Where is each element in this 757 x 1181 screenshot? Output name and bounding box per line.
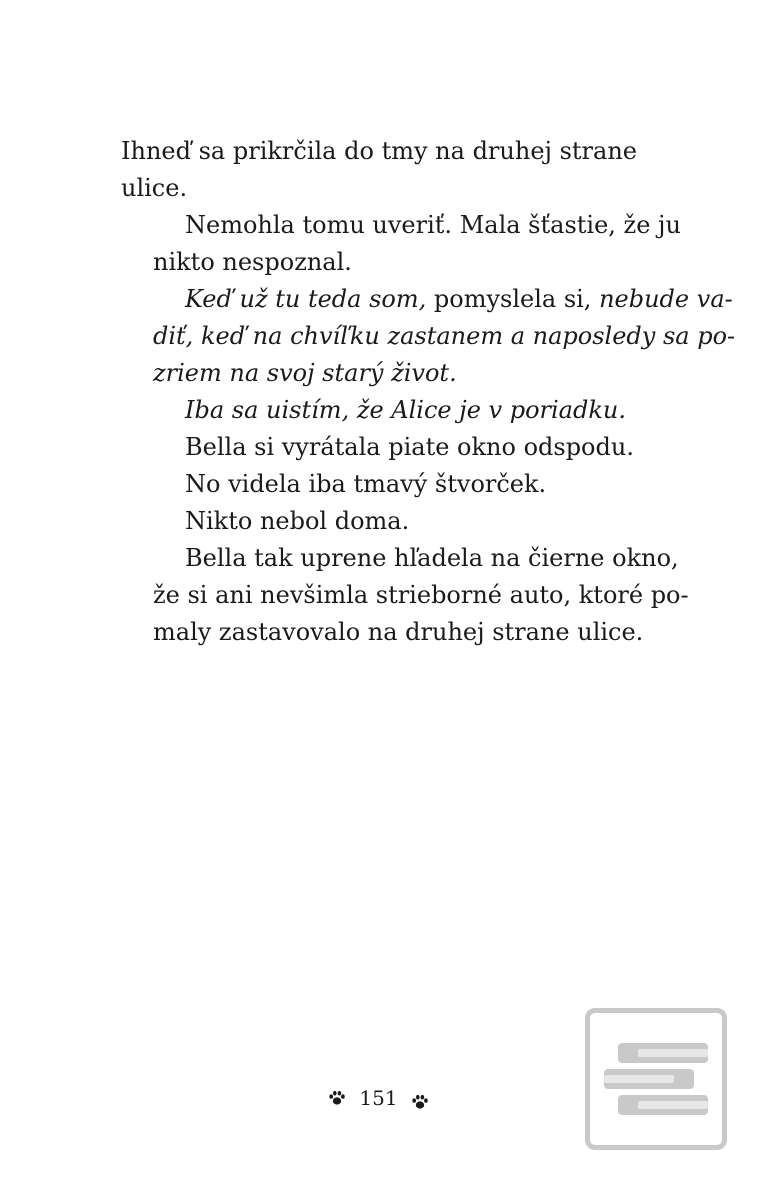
italic-thought: Iba sa uistím, že Alice je v poriadku. — [185, 396, 626, 424]
paragraph-1 — [121, 133, 637, 207]
paragraph-2 — [121, 207, 681, 281]
italic-thought: nebude va- — [599, 285, 733, 313]
paw-print-icon — [327, 1088, 347, 1108]
text-line: ulice. — [121, 174, 188, 202]
italic-thought: diť, keď na chvíľku zastanem a naposledy sa po- — [153, 322, 736, 350]
text-line: Bella tak uprene hľadela na čierne okno, — [185, 544, 679, 572]
narration: pomyslela si, — [426, 285, 600, 313]
text-line: No videla iba tmavý štvorček. — [185, 470, 547, 498]
text-line: Nikto nebol doma. — [185, 507, 410, 535]
text-line: maly zastavovalo na druhej strane ulice. — [153, 618, 644, 646]
text-line: nikto nespoznal. — [153, 248, 352, 276]
body-text — [121, 133, 736, 651]
text-line — [121, 281, 733, 318]
paragraph-3 — [121, 281, 736, 392]
paragraph-8 — [121, 540, 689, 651]
text-line: Ihneď sa prikrčila do tmy na druhej strane — [121, 137, 637, 165]
italic-thought: Keď už tu teda som, — [185, 285, 427, 313]
paragraph-4 — [121, 392, 637, 429]
watermark-logo — [585, 1008, 727, 1150]
text-line: že si ani nevšimla strieborné auto, ktoré po- — [153, 581, 689, 609]
stacked-books-logo-icon — [590, 1013, 722, 1145]
page-number: 151 — [359, 1086, 398, 1110]
text-line: Nemohla tomu uveriť. Mala šťastie, že ju — [185, 211, 681, 239]
text-line: Bella si vyrátala piate okno odspodu. — [185, 433, 634, 461]
paragraph-7 — [121, 503, 637, 540]
paragraph-5 — [121, 429, 637, 466]
text-line — [121, 355, 637, 392]
text-line — [121, 318, 736, 355]
paragraph-6 — [121, 466, 637, 503]
paw-print-icon — [410, 1092, 430, 1112]
text-line — [121, 392, 637, 429]
italic-thought: zriem na svoj starý život. — [153, 359, 457, 387]
